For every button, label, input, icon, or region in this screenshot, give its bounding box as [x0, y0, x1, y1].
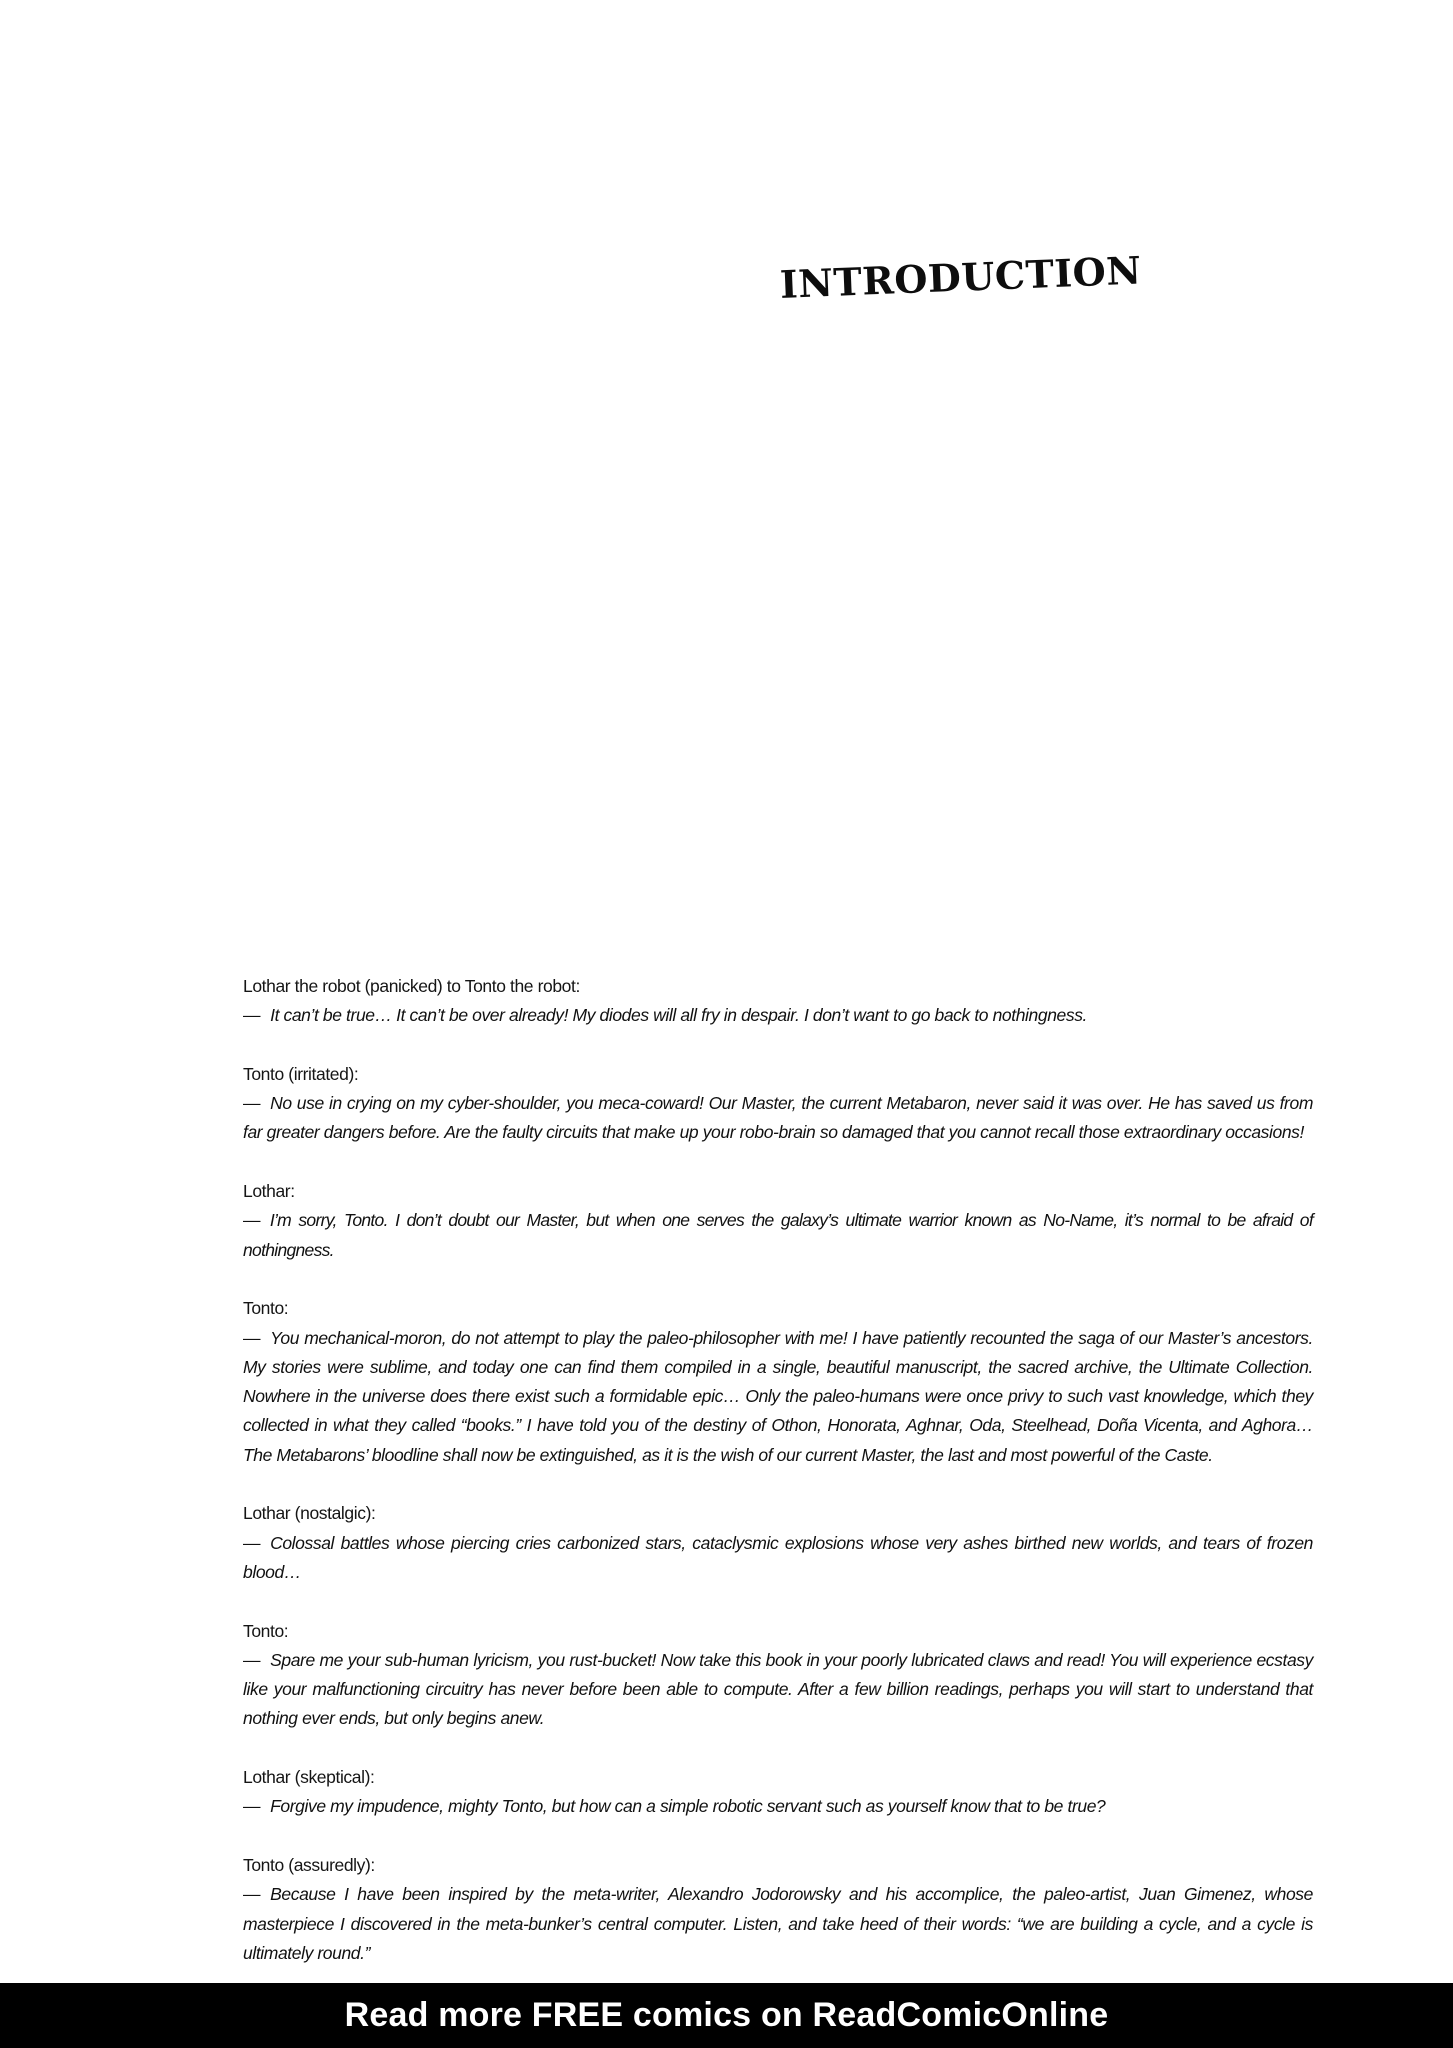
- dash-marker: —: [243, 1005, 261, 1026]
- dialogue-block: [243, 1499, 1313, 1587]
- dialogue-block: [243, 972, 1313, 1031]
- dialogue-block: [243, 1617, 1313, 1734]
- dialogue-line: [243, 1792, 1313, 1821]
- speaker-label: Tonto:: [243, 1298, 289, 1319]
- promo-banner[interactable]: [0, 1983, 1453, 2048]
- dialogue-text: It can’t be true… It can’t be over already! My diodes will all fry in despair. I don’t want to go back to nothingness.: [270, 1005, 1088, 1026]
- dash-marker: —: [243, 1532, 261, 1553]
- dialogue-block: [243, 1763, 1313, 1822]
- dialogue-block: [243, 1060, 1313, 1148]
- dash-marker: —: [243, 1210, 260, 1231]
- dialogue-text: I’m sorry, Tonto. I don’t doubt our Master, but when one serves the galaxy’s ultimate warrior known as No-Name, it’s normal to be afraid of nothingness.: [243, 1210, 1313, 1260]
- dash-marker: —: [243, 1649, 261, 1670]
- dialogue-text: No use in crying on my cyber-shoulder, you meca-coward! Our Master, the current Metabaron, never said it was over. He has saved us from far greater dangers before. Are the faulty circuits that make up your robo-brain so damaged that you cannot recall those extraordinary occasions!: [243, 1093, 1313, 1143]
- dialogue-line: [243, 1206, 1313, 1265]
- dialogue-line: [243, 1324, 1313, 1470]
- promo-banner-text[interactable]: Read more FREE comics on ReadComicOnline: [344, 1996, 1109, 2034]
- dialogue-text: Colossal battles whose piercing cries carbonized stars, cataclysmic explosions whose very ashes birthed new worlds, and tears of frozen blood…: [243, 1532, 1313, 1582]
- dash-marker: —: [243, 1884, 261, 1905]
- speaker-label: Lothar (nostalgic):: [243, 1503, 376, 1524]
- dash-marker: —: [243, 1327, 261, 1348]
- dialogue-text: You mechanical-moron, do not attempt to play the paleo-philosopher with me! I have patiently recounted the saga of our Master’s ancestors. My stories were sublime, and today one can find them compiled in a single, beautiful manuscript, the sacred archive, the Ultimate Collection. Nowhere in the universe does there exist such a formidable epic… Only the paleo-humans were once privy to such vast knowledge, which they collected in what they called “books.” I have told you of the destiny of Othon, Honorata, Aghnar, Oda, Steelhead, Doña Vicenta, and Aghora… The Metabarons’ bloodline shall now be extinguished, as it is the wish of our current Master, the last and most powerful of the Caste.: [243, 1327, 1313, 1465]
- dialogue-line: [243, 1089, 1313, 1148]
- speaker-label: Lothar (skeptical):: [243, 1767, 375, 1788]
- dash-marker: —: [243, 1796, 261, 1817]
- dialogue-line: [243, 1880, 1313, 1968]
- dialogue-block: [243, 1851, 1313, 1968]
- dialogue-text: Forgive my impudence, mighty Tonto, but how can a simple robotic servant such as yourself know that to be true?: [270, 1796, 1106, 1817]
- dash-marker: —: [243, 1093, 261, 1114]
- dialogue-text: Because I have been inspired by the meta-writer, Alexandro Jodorowsky and his accomplice, the paleo-artist, Juan Gimenez, whose masterpiece I discovered in the meta-bunker’s central computer. Listen, and take heed of their words: “we are building a cycle, and a cycle is ultimately round.”: [243, 1884, 1313, 1963]
- speaker-label: Lothar the robot (panicked) to Tonto the robot:: [243, 976, 580, 996]
- speaker-label: Tonto:: [243, 1620, 289, 1641]
- dialogue-section: [243, 972, 1313, 1997]
- speaker-label: Lothar:: [243, 1181, 295, 1202]
- dialogue-line: [243, 1001, 1313, 1030]
- dialogue-line: [243, 1646, 1313, 1734]
- dialogue-block: [243, 1177, 1313, 1265]
- speaker-label: Tonto (assuredly):: [243, 1854, 375, 1875]
- dialogue-text: Spare me your sub-human lyricism, you rust-bucket! Now take this book in your poorly lubricated claws and read! You will experience ecstasy like your malfunctioning circuitry has never before been able to compute. After a few billion readings, perhaps you will start to understand that nothing ever ends, but only begins anew.: [243, 1649, 1313, 1729]
- page-title: INTRODUCTION: [779, 247, 1143, 307]
- dialogue-line: [243, 1529, 1313, 1588]
- speaker-label: Tonto (irritated):: [243, 1063, 359, 1084]
- dialogue-block: [243, 1294, 1313, 1470]
